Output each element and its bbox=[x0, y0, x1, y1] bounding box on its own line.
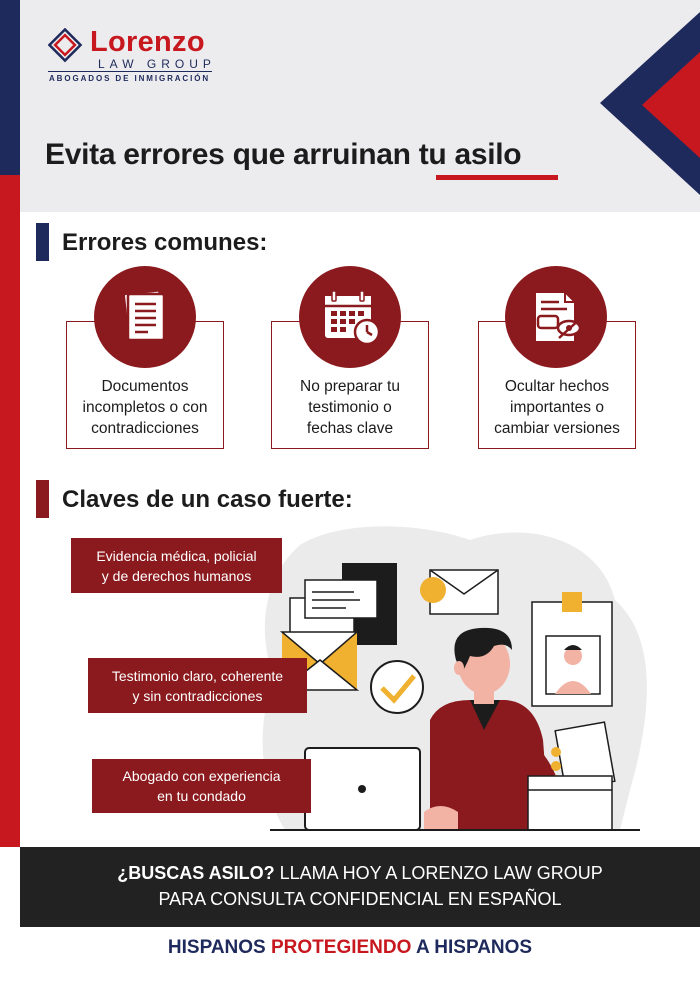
error-card-text: No preparar tu testimonio o fechas clave bbox=[300, 378, 400, 437]
key-item-lawyer: Abogado con experiencia en tu condado bbox=[92, 759, 311, 813]
brand-group: LAW GROUP bbox=[98, 57, 216, 71]
page-title-lead: Evita errores que arruinan bbox=[45, 138, 419, 171]
error-card-text: Ocultar hechos importantes o cambiar versiones bbox=[494, 378, 620, 437]
call-to-action-banner bbox=[20, 847, 700, 927]
brand-name: Lorenzo bbox=[90, 26, 205, 58]
cta-line-1: ¿BUSCAS ASILO? LLAMA HOY A LORENZO LAW GROUP bbox=[117, 863, 603, 883]
section-title-keys: Claves de un caso fuerte: bbox=[62, 486, 353, 513]
error-card-text: Documentos incompletos o con contradicciones bbox=[82, 378, 208, 437]
key-item-evidence: Evidencia médica, policial y de derechos humanos bbox=[71, 538, 282, 593]
footer-slogan: HISPANOS PROTEGIENDO A HISPANOS bbox=[167, 937, 533, 958]
brand-tagline: ABOGADOS DE INMIGRACIÓN bbox=[49, 74, 211, 83]
page-title-accent: tu asilo bbox=[418, 138, 522, 171]
cta-line-2: PARA CONSULTA CONFIDENCIAL EN ESPAÑOL bbox=[158, 889, 562, 909]
section-title-errors: Errores comunes: bbox=[62, 229, 268, 256]
key-item-testimony: Testimonio claro, coherente y sin contradicciones bbox=[88, 658, 307, 713]
